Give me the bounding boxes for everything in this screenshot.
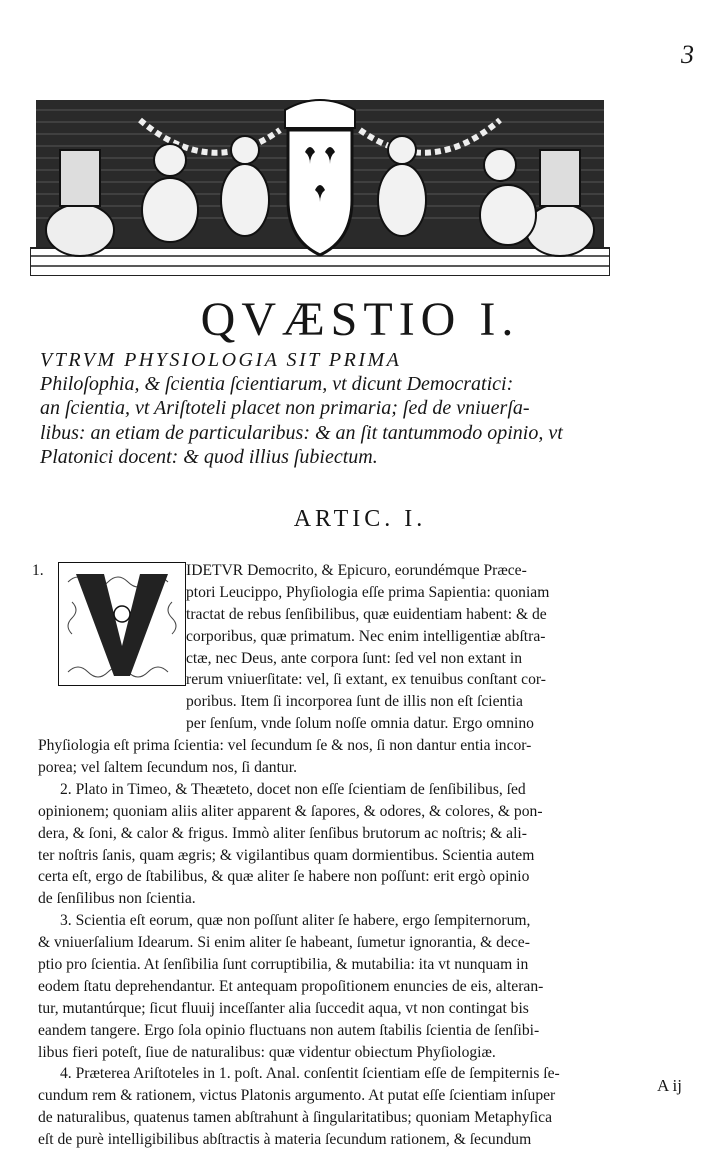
article-body xyxy=(32,560,678,1151)
text-line: de ſenſilibus non ſcientia. xyxy=(38,890,196,908)
text-line: libus fieri poteſt, ſiue de naturalibus: quæ videntur obiectum Phyſiologiæ. xyxy=(38,1043,496,1061)
text-line: poribus. Item ſi incorporea ſunt de illis non eſt ſcientia xyxy=(186,693,523,711)
text-line: rerum vniuerſitate: vel, ſi extant, ex tenuibus conſtant cor- xyxy=(186,671,546,689)
text-line: ter noſtris ſanis, quam ægris; & vigilantibus quam dormientibus. Scientia autem xyxy=(38,846,535,864)
text-line: certa eſt, ergo de ſtabilibus, & quæ aliter ſe habere non poſſunt: erit ergò opinio xyxy=(38,868,530,886)
subtitle-line: libus: an etiam de particularibus: & an ſit tantummodo opinio, vt xyxy=(40,421,563,444)
text-line: eodem ſtatu deprehendantur. Et antequam propoſitionem enuncies de eis, alteran- xyxy=(38,977,544,995)
subtitle-line: VTRVM PHYSIOLOGIA SIT PRIMA xyxy=(40,349,402,371)
subtitle-line: an ſcientia, vt Ariſtoteli placet non primaria; ſed de vniuerſa- xyxy=(40,397,530,420)
text-line: 3. Scientia eſt eorum, quæ non poſſunt aliter ſe habere, ergo ſempiternorum, xyxy=(60,912,531,930)
text-line: per ſenſum, vnde ſolum noſſe omnia datur. Ergo omnino xyxy=(186,715,534,733)
text-line: porea; vel ſaltem ſecundum nos, ſi dantur. xyxy=(38,759,297,777)
text-line: & vniuerſalium Idearum. Si enim aliter ſe habeant, ſumetur ignorantia, & dece- xyxy=(38,934,530,952)
text-line: tur, mutantúrque; ſicut fluuij inceſſanter alia ſuccedit aqua, vt non contingat bis xyxy=(38,999,529,1017)
text-line: ptio pro ſcientia. At ſenſibilia ſunt corruptibilia, & mutabilia: ita vt nunquam in xyxy=(38,956,529,974)
page-number: 3 xyxy=(681,40,694,69)
subtitle-line: Philoſophia, & ſcientia ſcientiarum, vt dicunt Democratici: xyxy=(40,373,514,396)
text-line: eſt de purè intelligibilibus abſtractis à materia ſecundum rationem, & ſecundum xyxy=(38,1131,532,1149)
text-line: ptori Leucippo, Phyſiologia eſſe prima Sapientia: quoniam xyxy=(186,583,550,601)
text-line: dera, & ſoni, & calor & frigus. Immò aliter ſenſibus brutorum ac noſtris; & ali- xyxy=(38,824,527,842)
text-line: IDETVR Democrito, & Epicuro, eorundémque Præce- xyxy=(186,562,527,579)
question-heading: QVÆSTIO I. xyxy=(200,293,520,346)
paragraph-number: 1. xyxy=(32,562,44,579)
text-line: eandem tangere. Ergo ſola opinio fluctuans non autem ſtabilis ſcientia de ſenſibi- xyxy=(38,1021,540,1039)
question-subtitle xyxy=(40,348,660,469)
text-line: de naturalibus, quatenus tamen abſtrahunt à ſingularitatibus; quoniam Metaphyſica xyxy=(38,1109,553,1127)
text-line: 4. Præterea Ariſtoteles in 1. poſt. Anal. conſentit ſcientiam eſſe de ſempiternis ſe- xyxy=(60,1065,560,1083)
text-line: 2. Plato in Timeo, & Theæteto, docet non eſſe ſcientiam de ſenſibilibus, ſed xyxy=(60,780,526,798)
article-heading: ARTIC. I. xyxy=(293,506,427,532)
text-line: Phyſiologia eſt prima ſcientia: vel ſecundum ſe & nos, ſi non dantur entia incor- xyxy=(38,737,532,755)
woodcut-headpiece xyxy=(30,90,610,276)
text-line: cundum rem & rationem, victus Platonis argumento. At putat eſſe ſcientiam inſuper xyxy=(38,1087,556,1105)
subtitle-line: Platonici docent: & quod illius ſubiectum. xyxy=(40,445,378,468)
text-line: opinionem; quoniam aliis aliter apparent & ſapores, & odores, & colores, & pon- xyxy=(38,802,543,820)
text-line: tractat de rebus ſenſibilibus, quæ euidentiam habent: & de xyxy=(186,605,547,623)
text-line: ctæ, nec Deus, ante corpora ſunt: ſed vel non extant in xyxy=(186,649,523,667)
text-line: corporibus, quæ primatum. Nec enim intelligentiæ abſtra- xyxy=(186,627,546,645)
signature-mark: A ij xyxy=(656,1076,682,1095)
